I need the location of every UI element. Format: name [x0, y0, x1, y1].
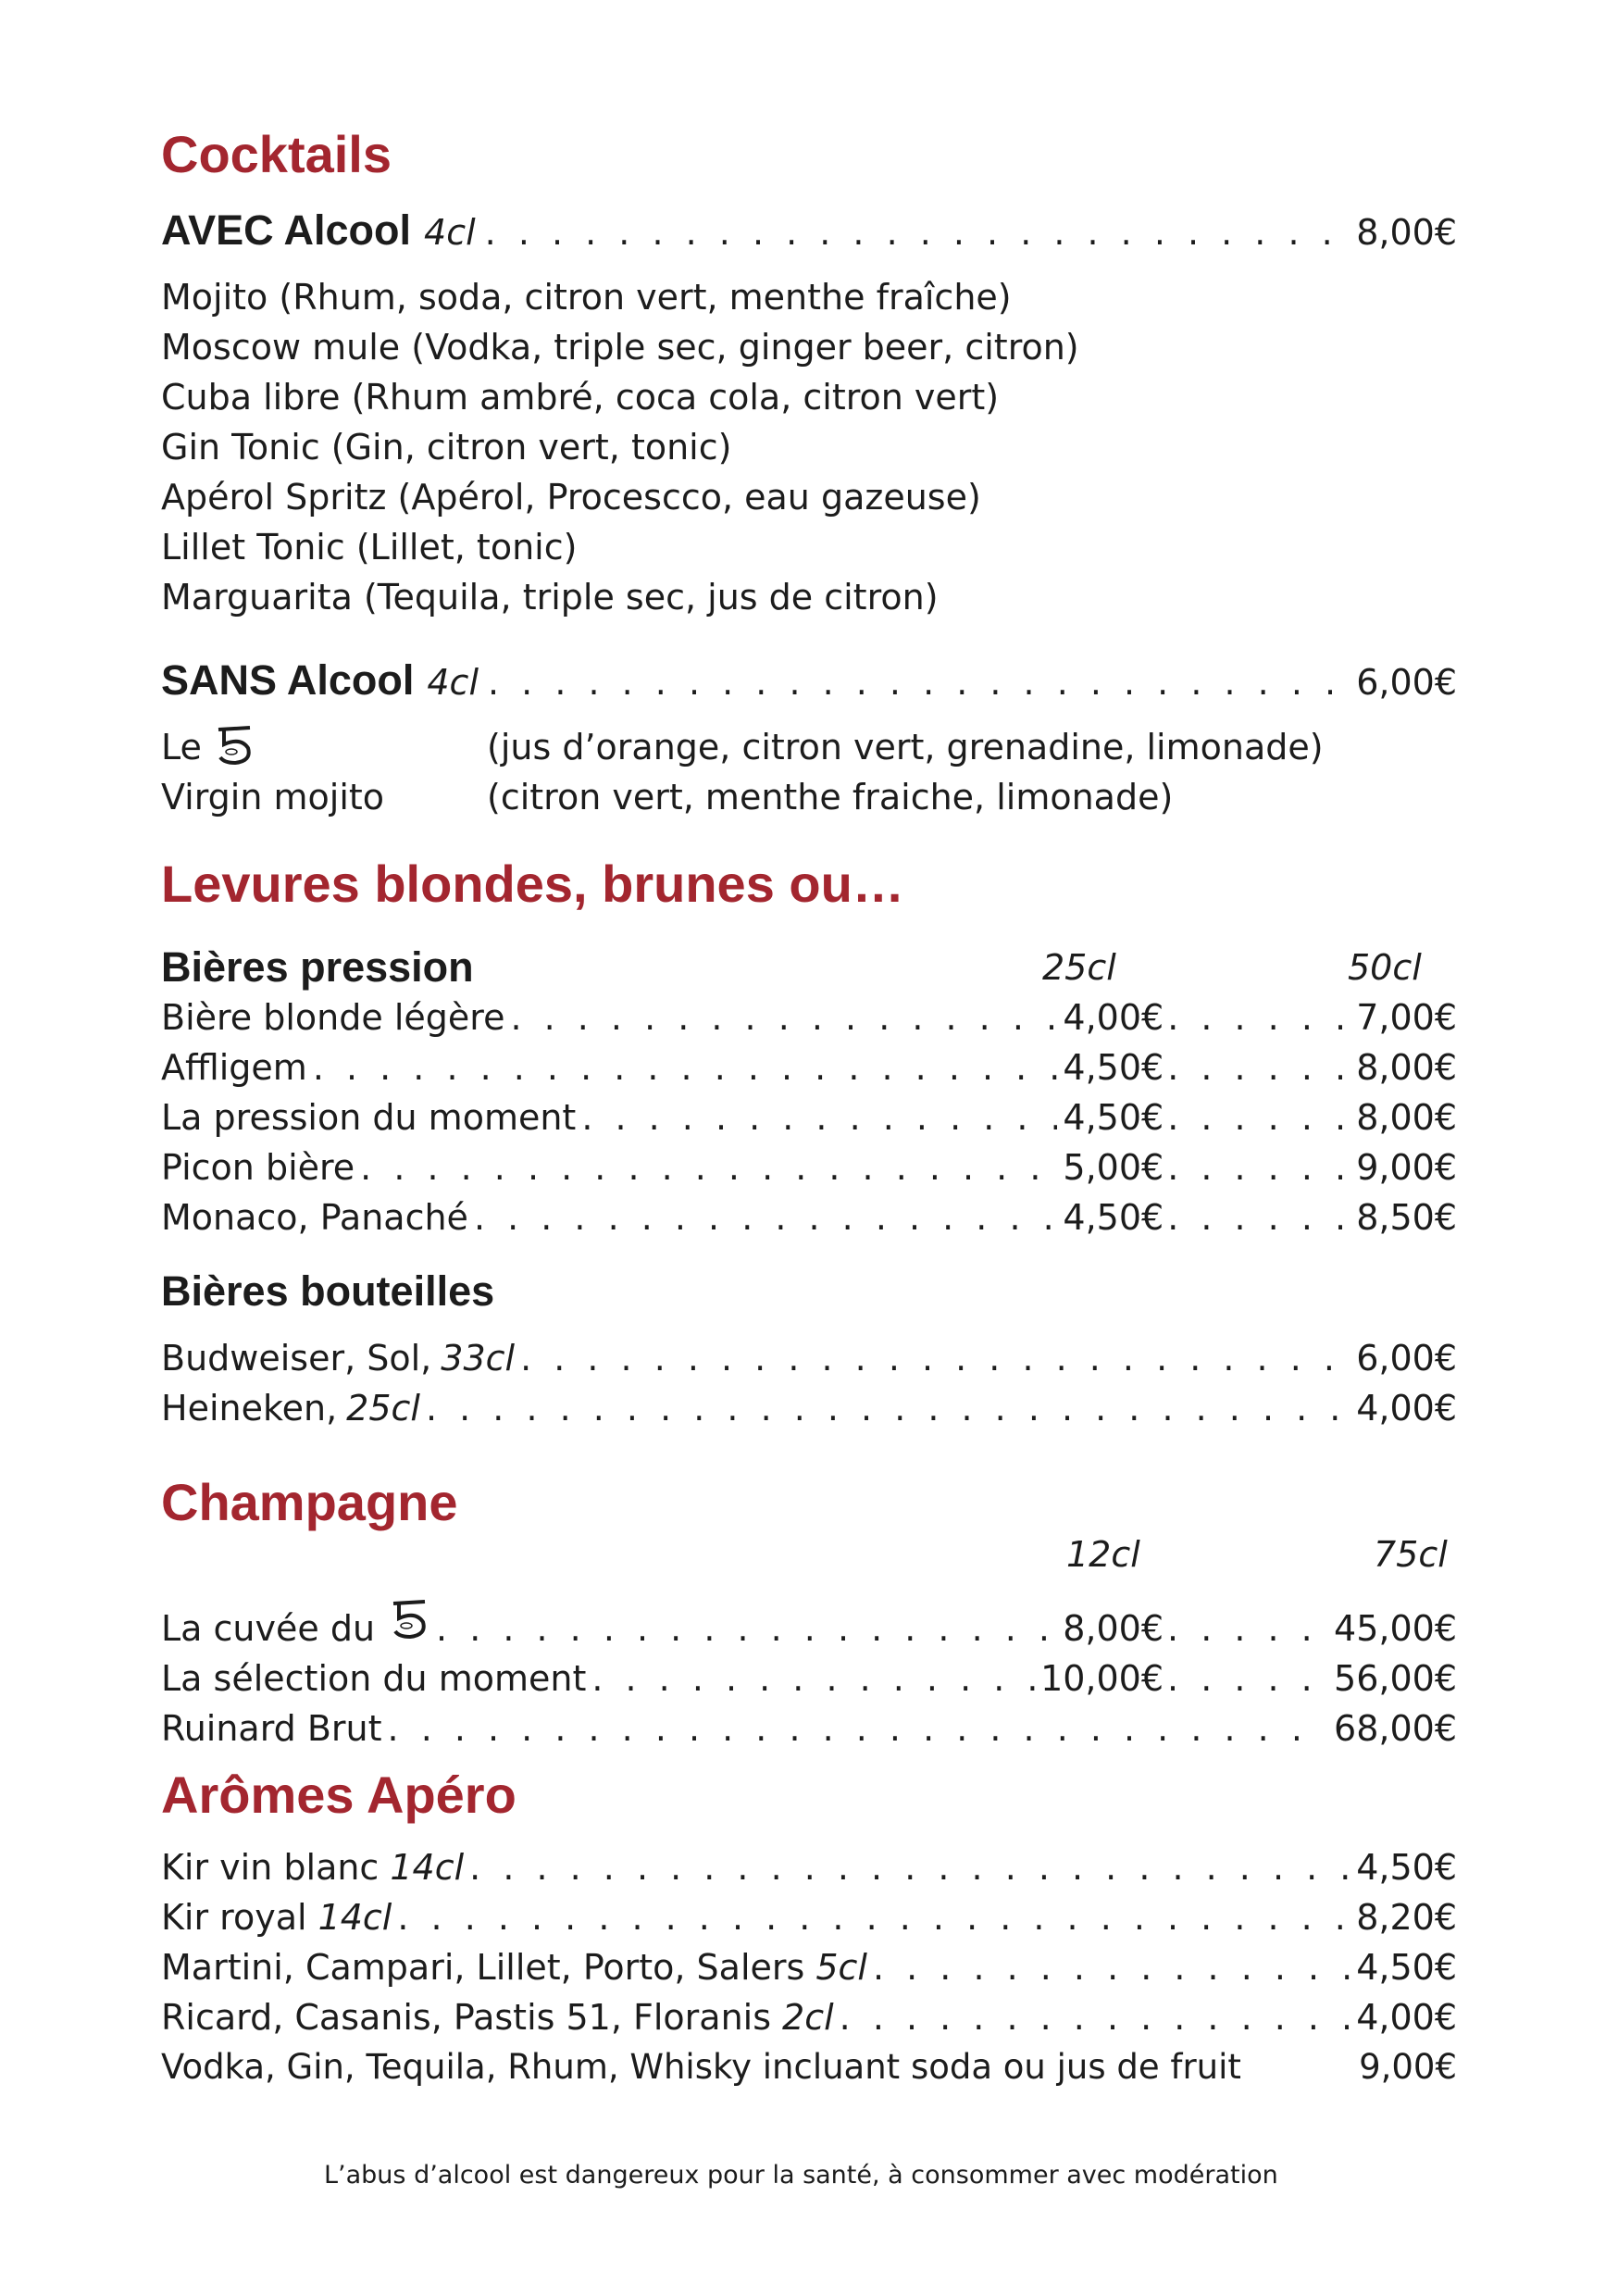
item-price: 8,20€	[1356, 1897, 1457, 1938]
list-item: Moscow mule (Vodka, triple sec, ginger beer, citron)	[161, 327, 1079, 368]
avec-alcool-list	[161, 272, 1079, 622]
price-25cl: 4,50€	[1063, 1047, 1164, 1088]
item-name: Bière blonde légère	[161, 997, 505, 1038]
item-name: Budweiser, Sol,	[161, 1338, 432, 1379]
section-title-cocktails: Cocktails	[161, 125, 392, 183]
price-75cl: 45,00€	[1334, 1608, 1457, 1649]
item-description: (citron vert, menthe fraiche, limonade)	[487, 777, 1174, 817]
table-row	[161, 1842, 1457, 1892]
health-warning: L’abus d’alcool est dangereux pour la santé, à consommer avec modération	[324, 2161, 1278, 2190]
item-name: Heineken,	[161, 1388, 338, 1429]
list-item: Marguarita (Tequila, triple sec, jus de citron)	[161, 577, 939, 618]
list-item: Gin Tonic (Gin, citron vert, tonic)	[161, 427, 732, 468]
table-row	[161, 1703, 1457, 1753]
sans-alcool-price: 6,00€	[1356, 662, 1457, 703]
bieres-pression-label: Bières pression	[161, 943, 474, 991]
item-price: 6,00€	[1356, 1338, 1457, 1379]
dot-leader	[485, 212, 1348, 253]
dot-leader	[591, 1653, 1035, 1703]
table-row	[161, 1892, 1457, 1942]
price-12cl: 10,00€	[1040, 1658, 1164, 1699]
item-name: La cuvée du	[161, 1608, 376, 1649]
item-price: 4,50€	[1356, 1947, 1457, 1988]
list-item: Apérol Spritz (Apérol, Procescco, eau gazeuse)	[161, 477, 981, 518]
item-name: La pression du moment	[161, 1097, 577, 1138]
item-price: 4,50€	[1356, 1847, 1457, 1888]
item-name: Le	[161, 727, 202, 767]
price-12cl: 8,00€	[1063, 1608, 1164, 1649]
item-size: 33cl	[441, 1338, 516, 1379]
price-25cl: 4,00€	[1063, 997, 1164, 1038]
champagne-list	[161, 1598, 1457, 1753]
avec-alcool-label: AVEC Alcool	[161, 206, 412, 254]
price-75cl: 56,00€	[1334, 1658, 1457, 1699]
item-name: Affligem	[161, 1047, 307, 1088]
item-name: Vodka, Gin, Tequila, Rhum, Whisky incluant soda ou jus de fruit	[161, 2047, 1241, 2087]
item-size: 5cl	[815, 1947, 867, 1988]
item-name: Martini, Campari, Lillet, Porto, Salers	[161, 1947, 805, 1988]
item-price: 4,00€	[1356, 1388, 1457, 1429]
bieres-bouteilles-label: Bières bouteilles	[161, 1267, 495, 1315]
table-row	[161, 1042, 1457, 1092]
table-row	[161, 1942, 1457, 1992]
price-50cl: 9,00€	[1356, 1147, 1457, 1188]
col-75cl: 75cl	[1374, 1534, 1448, 1575]
item-name: Ruinard Brut	[161, 1708, 382, 1749]
dot-leader	[469, 1842, 1350, 1892]
dot-leader	[397, 1892, 1350, 1942]
house-5-logo-icon	[213, 724, 255, 767]
list-item: Mojito (Rhum, soda, citron vert, menthe fraîche)	[161, 277, 1012, 318]
price-50cl: 8,00€	[1356, 1097, 1457, 1138]
dot-leader	[873, 1942, 1350, 1992]
house-5-logo-icon	[388, 1598, 430, 1641]
avec-alcool-price: 8,00€	[1356, 212, 1457, 253]
sans-alcool-size: 4cl	[427, 662, 479, 703]
item-size: 14cl	[390, 1847, 465, 1888]
item-price: 9,00€	[1359, 2047, 1457, 2087]
item-description: (jus d’orange, citron vert, grenadine, limonade)	[487, 727, 1324, 767]
col-25cl: 25cl	[1042, 947, 1116, 988]
dot-leader	[436, 1603, 1057, 1653]
section-title-champagne: Champagne	[161, 1473, 458, 1531]
dot-leader	[1167, 1653, 1330, 1703]
item-name: Virgin mojito	[161, 777, 385, 817]
item-name: La sélection du moment	[161, 1658, 587, 1699]
dot-leader	[313, 1042, 1058, 1092]
sans-alcool-header	[161, 655, 1457, 705]
table-row	[161, 1142, 1457, 1192]
table-row	[161, 1598, 1457, 1653]
price-25cl: 4,50€	[1063, 1197, 1164, 1238]
price-50cl: 8,50€	[1356, 1197, 1457, 1238]
list-item: Cuba libre (Rhum ambré, coca cola, citron vert)	[161, 377, 1000, 418]
table-row	[161, 992, 1457, 1042]
price-75cl: 68,00€	[1334, 1708, 1457, 1749]
dot-leader	[1167, 1192, 1352, 1242]
dot-leader	[520, 1333, 1350, 1383]
item-name: Picon bière	[161, 1147, 355, 1188]
dot-leader	[510, 992, 1057, 1042]
item-name: Kir royal	[161, 1897, 307, 1938]
table-row	[161, 1192, 1457, 1242]
dot-leader	[1167, 1042, 1352, 1092]
table-row	[161, 1333, 1457, 1383]
dot-leader	[581, 1092, 1057, 1142]
bieres-bouteilles-list	[161, 1333, 1457, 1433]
avec-alcool-header	[161, 206, 1457, 256]
dot-leader	[1167, 1092, 1352, 1142]
bieres-pression-list	[161, 992, 1457, 1242]
item-price: 4,00€	[1356, 1997, 1457, 2038]
price-50cl: 7,00€	[1356, 997, 1457, 1038]
item-name: Ricard, Casanis, Pastis 51, Floranis	[161, 1997, 772, 2038]
dot-leader	[1167, 1142, 1352, 1192]
item-size: 2cl	[782, 1997, 834, 2038]
dot-leader	[488, 662, 1347, 703]
item-name: Monaco, Panaché	[161, 1197, 468, 1238]
dot-leader	[1167, 1603, 1330, 1653]
dot-leader	[426, 1383, 1350, 1433]
avec-alcool-size: 4cl	[424, 212, 476, 253]
table-row	[161, 1092, 1457, 1142]
col-12cl: 12cl	[1066, 1534, 1140, 1575]
table-row	[161, 1992, 1457, 2042]
sans-alcool-label: SANS Alcool	[161, 656, 415, 704]
dot-leader	[840, 1992, 1351, 2042]
section-title-apero: Arômes Apéro	[161, 1766, 517, 1824]
item-size: 14cl	[317, 1897, 392, 1938]
price-25cl: 5,00€	[1063, 1147, 1164, 1188]
dot-leader	[360, 1142, 1057, 1192]
list-item: Lillet Tonic (Lillet, tonic)	[161, 527, 578, 568]
price-25cl: 4,50€	[1063, 1097, 1164, 1138]
table-row	[161, 2042, 1457, 2092]
dot-leader	[388, 1703, 1328, 1753]
table-row	[161, 1383, 1457, 1433]
dot-leader	[1167, 992, 1352, 1042]
col-50cl: 50cl	[1348, 947, 1422, 988]
list-item	[161, 722, 255, 772]
item-size: 25cl	[346, 1388, 420, 1429]
price-50cl: 8,00€	[1356, 1047, 1457, 1088]
dot-leader	[474, 1192, 1057, 1242]
section-title-beers: Levures blondes, brunes ou…	[161, 855, 904, 913]
table-row	[161, 1653, 1457, 1703]
apero-list	[161, 1842, 1457, 2092]
item-name: Kir vin blanc	[161, 1847, 380, 1888]
